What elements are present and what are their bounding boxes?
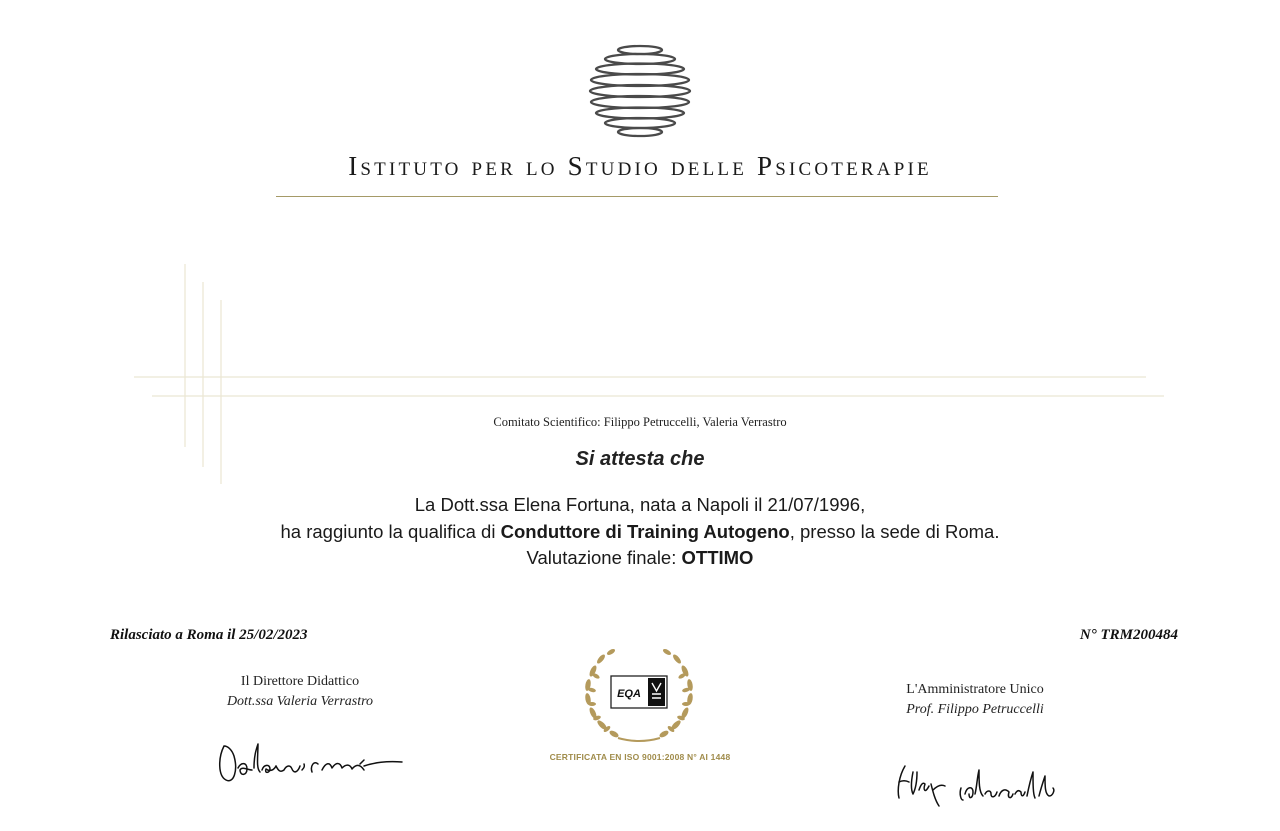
attestation-heading: Si attesta che <box>575 448 705 470</box>
certification-label: CERTIFICATA EN ISO 9001:2008 N° AI 1448 <box>549 752 731 762</box>
laurel-wreath-seal-icon <box>578 646 700 746</box>
evaluation-line <box>140 547 1140 569</box>
administrator-name: Prof. Filippo Petruccelli <box>906 702 1044 717</box>
header-divider <box>276 196 998 197</box>
evaluation-label: Valutazione finale: <box>526 547 682 568</box>
qualification-line <box>140 521 1140 543</box>
administrator-title: L'Amministratore Unico <box>906 682 1044 697</box>
svg-text:EQA: EQA <box>617 688 641 700</box>
director-name: Dott.ssa Valeria Verrastro <box>226 694 374 709</box>
director-signature <box>214 736 409 788</box>
issue-date: Rilasciato a Roma il 25/02/2023 <box>110 627 308 643</box>
qualification-suffix: , presso la sede di Roma. <box>789 521 1000 542</box>
qualification-prefix: ha raggiunto la qualifica di <box>280 521 501 542</box>
administrator-signature <box>893 760 1058 815</box>
qualification-title: Conduttore di Training Autogeno <box>500 521 790 542</box>
wireframe-globe-icon <box>588 42 692 140</box>
recipient-line: La Dott.ssa Elena Fortuna, nata a Napoli il 21/07/1996, <box>414 494 866 515</box>
director-title: Il Direttore Didattico <box>240 674 360 689</box>
evaluation-value: OTTIMO <box>681 547 754 568</box>
scientific-committee: Comitato Scientifico: Filippo Petruccelli, Valeria Verrastro <box>493 415 787 429</box>
certificate-number: N° TRM200484 <box>1079 627 1178 643</box>
institute-name: Istituto per lo Studio delle Psicoterapie <box>348 151 932 181</box>
